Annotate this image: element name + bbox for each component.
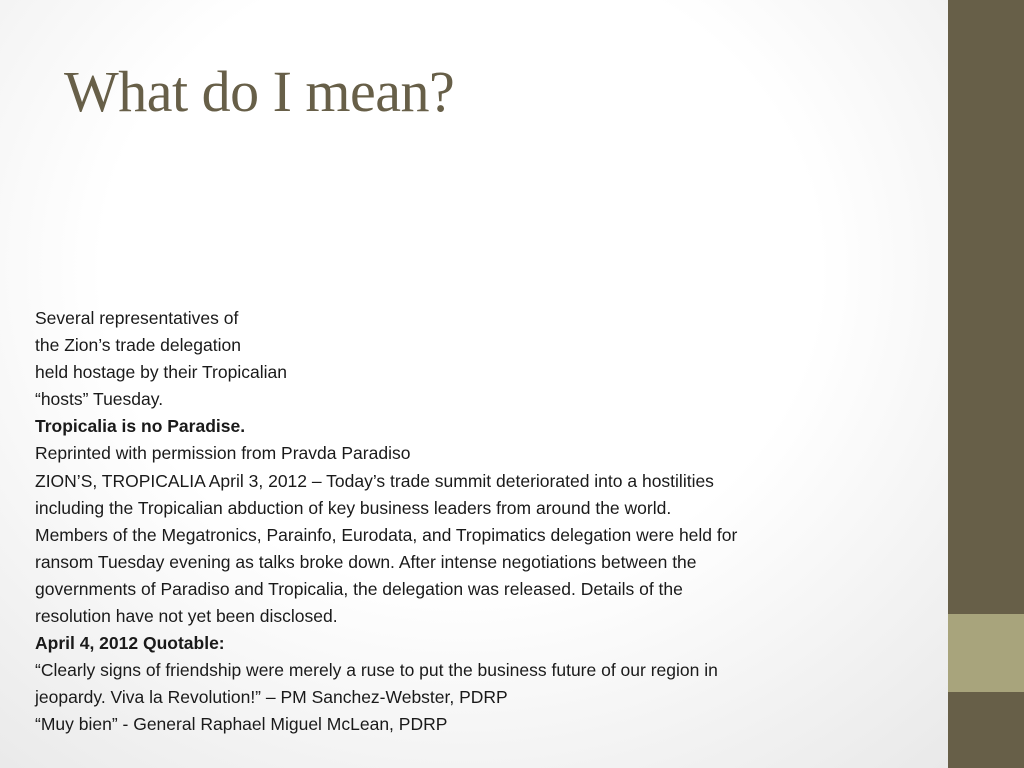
side-accent-block: [948, 614, 1024, 692]
quotable-heading: April 4, 2012 Quotable:: [35, 633, 225, 654]
reprint-credit: Reprinted with permission from Pravda Paradiso: [35, 443, 411, 464]
body-line-1: Several representatives of: [35, 308, 239, 328]
body-line-3: held hostage by their Tropicalian: [35, 362, 287, 383]
body-line-2: the Zion’s trade delegation: [35, 335, 241, 356]
slide-title: What do I mean?: [64, 59, 455, 124]
body-line-4: “hosts” Tuesday.: [35, 389, 164, 410]
article-line-1: ZION’S, TROPICALIA April 3, 2012 – Today’s trade summit deteriorated into a hostilities: [35, 470, 714, 491]
article-line-5: governments of Paradiso and Tropicalia, the delegation was released. Details of the: [35, 578, 683, 599]
quote-line-3: “Muy bien” - General Raphael Miguel McLean, PDRP: [35, 714, 448, 735]
quote-line-1: “Clearly signs of friendship were merely a ruse to put the business future of our region in: [35, 660, 718, 681]
article-line-3: Members of the Megatronics, Parainfo, Eurodata, and Tropimatics delegation were held for: [35, 524, 738, 545]
quote-line-2: jeopardy. Viva la Revolution!” – PM Sanchez-Webster, PDRP: [35, 687, 508, 708]
slide-body: [35, 305, 915, 739]
article-line-4: ransom Tuesday evening as talks broke down. After intense negotiations between the: [35, 551, 697, 572]
article-line-6: resolution have not yet been disclosed.: [35, 606, 338, 627]
article-line-2: including the Tropicalian abduction of key business leaders from around the world.: [35, 497, 672, 518]
headline: Tropicalia is no Paradise.: [35, 416, 246, 437]
